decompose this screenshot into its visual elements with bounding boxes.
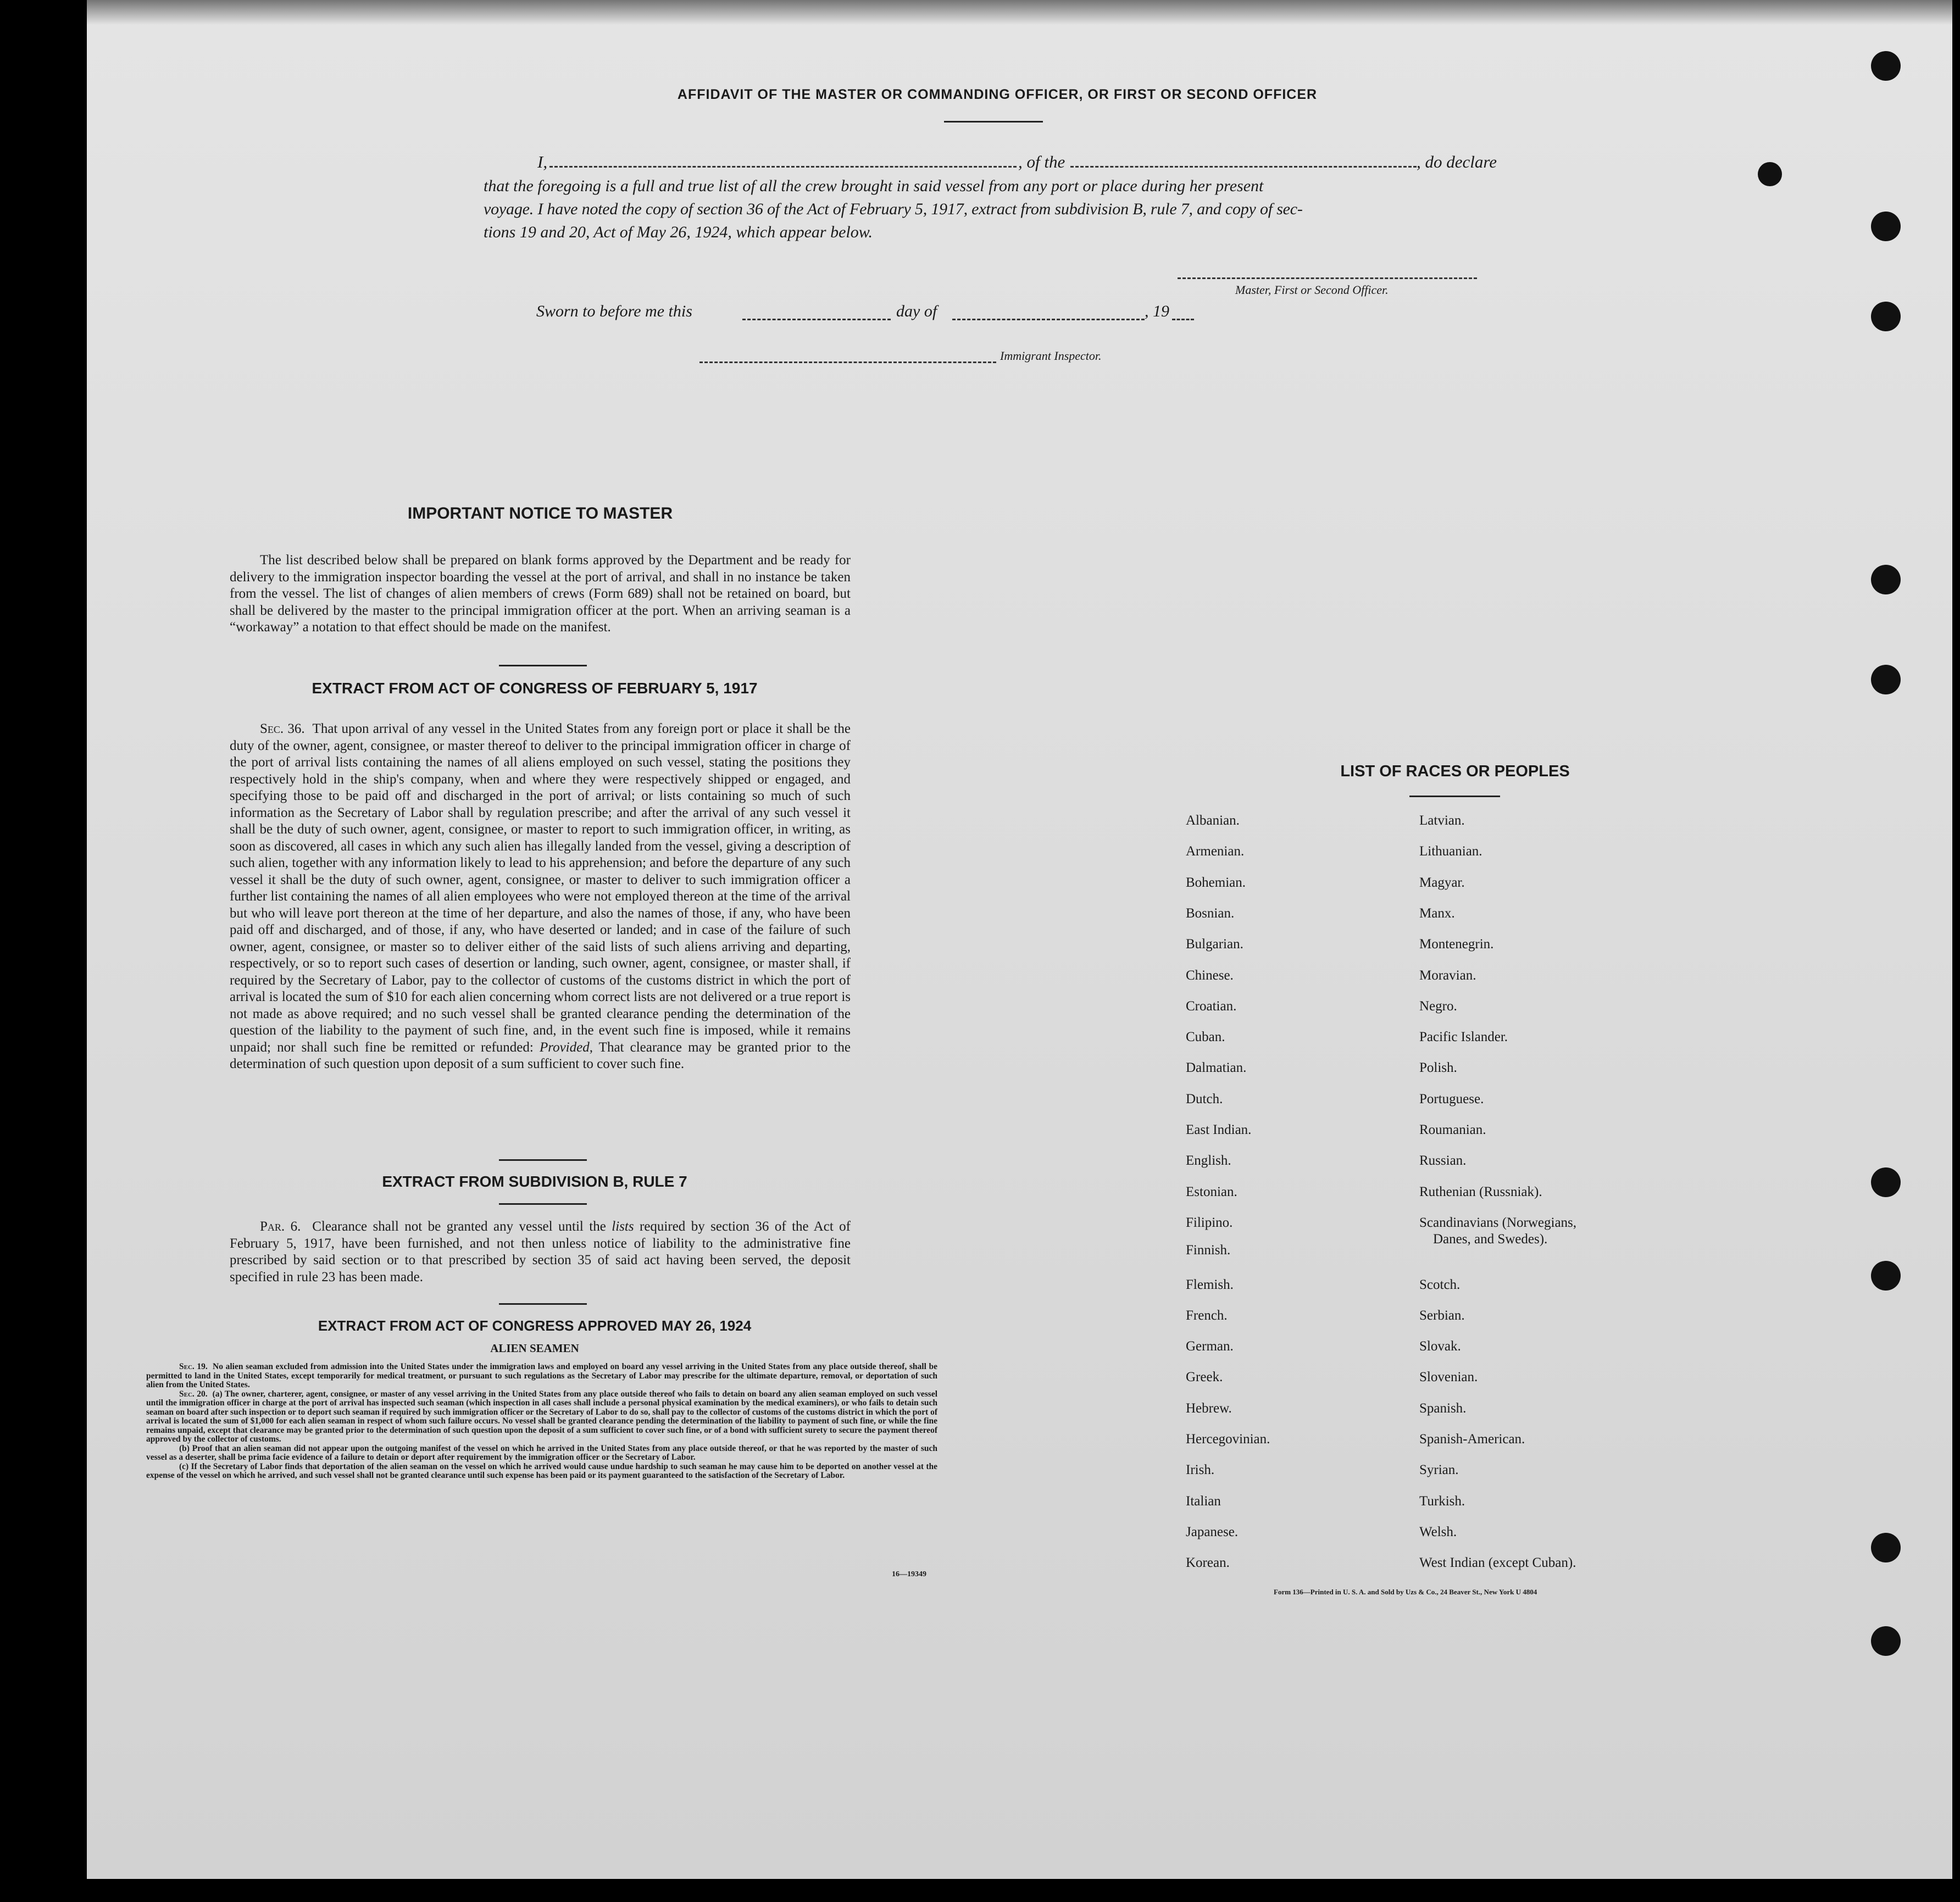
race-item: Polish. [1419,1060,1457,1076]
name-blank [549,166,1017,168]
punch-hole [1758,162,1782,186]
divider [499,1303,587,1305]
race-item: Scotch. [1419,1277,1461,1292]
of-the-label: , of the [1018,152,1065,171]
divider [1409,796,1500,797]
punch-hole [1871,1167,1901,1197]
race-item: East Indian. [1186,1122,1252,1137]
declaration-line-1: that the foregoing is a full and true list of all the crew brought in said vessel from any port or place during her present [484,177,1264,195]
race-item: Armenian. [1186,844,1245,859]
punch-hole [1871,1261,1901,1291]
punch-hole [1871,302,1901,331]
race-item: Greek. [1186,1370,1223,1385]
race-item: Croatian. [1186,998,1237,1014]
race-item: Irish. [1186,1462,1215,1478]
document-page [87,0,1952,1879]
race-item: Danes, and Swedes). [1433,1231,1548,1247]
race-item: French. [1186,1308,1228,1323]
par-6-text-cont: required by section 36 of the Act of February 5, 1917, have been furnished, and not then unless notice of liability to the administrative fine prescribed by said section or to that prescribed by section 35 of said act having been served, the deposit specified in rule 23 has been made. [230,1219,851,1284]
race-item: Japanese. [1186,1524,1239,1539]
divider [499,665,587,666]
sec-36-label: Sec. 36. [260,721,305,736]
do-declare-label: , do declare [1417,152,1497,171]
race-item: Chinese. [1186,967,1234,983]
divider [944,121,1043,123]
affidavit-title: AFFIDAVIT OF THE MASTER OR COMMANDING OFFICER, OR FIRST OR SECOND OFFICER [677,87,1318,102]
divider [499,1159,587,1161]
race-item: Slovenian. [1419,1370,1478,1385]
day-of-label: day of [896,302,937,320]
declaration-line-3: tions 19 and 20, Act of May 26, 1924, which appear below. [484,223,873,241]
par-6-text: Clearance shall not be granted any vessel until the [312,1219,606,1234]
sworn-label: Sworn to before me this [536,302,692,320]
sec-19-text: No alien seaman excluded from admission into the United States under the immigration laws and employed on board any vessel arriving in the United States from any place outside thereof, shall be permitted to land in the United States, except temporarily for medical treatment, or pursuant to such regulations as the Secretary of Labor may prescribe for the ultimate departure, removal, or deportation of such alien from the United States. [146,1362,937,1389]
vessel-blank [1070,166,1417,168]
inspector-signature-line [699,362,996,363]
race-item: Estonian. [1186,1184,1237,1199]
race-item: Turkish. [1419,1493,1465,1509]
race-item: Slovak. [1419,1339,1461,1354]
race-item: Dutch. [1186,1091,1223,1106]
race-item: Ruthenian (Russniak). [1419,1184,1542,1199]
race-item: Bulgarian. [1186,937,1243,952]
year-label: , 19 [1145,302,1169,320]
month-blank [952,319,1145,320]
extract-1924-title: EXTRACT FROM ACT OF CONGRESS APPROVED MAY 26, 1924 [318,1317,752,1334]
race-item: Albanian. [1186,813,1240,828]
race-item: Cuban. [1186,1030,1225,1045]
race-item: Filipino. [1186,1215,1233,1230]
race-item: Finnish. [1186,1243,1231,1258]
day-blank [742,319,891,320]
race-item: German. [1186,1339,1234,1354]
extract-1924-body [146,1362,937,1481]
lists-word: lists [612,1219,634,1234]
race-item: Moravian. [1419,967,1476,983]
race-item: Serbian. [1419,1308,1465,1323]
rule-7-title: EXTRACT FROM SUBDIVISION B, RULE 7 [382,1173,687,1190]
declaration-line-2: voyage. I have noted the copy of section 36 of the Act of February 5, 1917, extract from subdivision B, rule 7, and copy of sec- [484,200,1303,218]
year-blank [1172,319,1194,320]
race-item: Welsh. [1419,1524,1457,1539]
race-item: Pacific Islander. [1419,1030,1508,1045]
sec-19-label: Sec. 19. [179,1362,208,1371]
inspector-label: Immigrant Inspector. [1000,349,1102,363]
race-item: Negro. [1419,998,1457,1014]
divider [499,1203,587,1205]
race-item: Roumanian. [1419,1122,1486,1137]
race-item: Dalmatian. [1186,1060,1247,1076]
master-signature-label: Master, First or Second Officer. [1235,283,1389,297]
race-item: Italian [1186,1493,1221,1509]
race-item: Syrian. [1419,1462,1459,1478]
race-item: West Indian (except Cuban). [1419,1555,1576,1571]
race-item: Korean. [1186,1555,1230,1571]
provided-label: Provided, [540,1039,593,1055]
notice-title: IMPORTANT NOTICE TO MASTER [407,504,673,522]
sec-20-label: Sec. 20. [179,1389,208,1399]
race-item: Bohemian. [1186,875,1246,890]
race-item: Spanish. [1419,1400,1467,1416]
extract-1917-title: EXTRACT FROM ACT OF CONGRESS OF FEBRUARY 5, 1917 [312,680,758,697]
sec-20b-text: (b) Proof that an alien seaman did not appear upon the outgoing manifest of the vessel on which he arrived in the United States from any place outside thereof, or that he was reported by the master of such vessel as a deserter, shall be prima facie evidence of a failure to detain or deport after requirement by the immigration officer or the Secretary of Labor. [146,1443,937,1462]
i-label: I, [537,152,548,171]
race-item: Lithuanian. [1419,844,1483,859]
master-signature-line [1178,277,1477,279]
rule-7-body [230,1219,851,1286]
punch-hole [1871,1626,1901,1656]
par-6-label: Par. 6. [260,1219,301,1234]
notice-body [230,552,851,636]
race-item: Magyar. [1419,875,1465,890]
race-item: Spanish-American. [1419,1432,1525,1447]
notice-paragraph: The list described below shall be prepared on blank forms approved by the Department and be ready for delivery to the immigration inspector boarding the vessel at the port of arrival, and shall in no instance be taken from the vessel. The list of changes of alien members of crews (Form 689) shall not be retained on board, but shall be delivered by the master to the principal immigration officer at the port. When an arriving seaman is a “workaway” a notation to that effect should be made on the manifest. [230,553,851,635]
race-item: Manx. [1419,905,1455,921]
races-title: LIST OF RACES OR PEOPLES [1340,763,1570,780]
race-item: Hercegovinian. [1186,1432,1270,1447]
extract-1917-body [230,721,851,1073]
punch-hole [1871,51,1901,81]
race-item: English. [1186,1153,1231,1169]
race-item: Portuguese. [1419,1091,1484,1106]
race-item: Flemish. [1186,1277,1234,1292]
race-item: Scandinavians (Norwegians, [1419,1215,1577,1230]
race-item: Latvian. [1419,813,1465,828]
alien-seamen-subtitle: ALIEN SEAMEN [490,1342,579,1355]
sec-20a-text: (a) The owner, charterer, agent, consignee, or master of any vessel arriving in the United States from any place outside thereof who fails to detain on board any alien seaman employed on such vessel until the immigration officer in charge at the port of arrival has inspected such seaman (which inspection in all cases shall include a personal physical examination by the medical examiners), or who fails to detain such seaman on board after such inspection or to deport such seaman if required by such immigration officer or the Secretary of Labor to do so, shall pay to the collector of customs of the customs district in which the port of arrival is located the sum of $1,000 for each alien seaman in respect of whom such failure occurs. No vessel shall be granted clearance pending the determination of the liability to payment of such fine, or while the fine remains unpaid, except that clearance may be granted prior to the determination of such question upon the deposit of a sum sufficient to cover such fine, or of a bond with sufficient surety to secure the payment thereof approved by the collector of customs. [146,1389,938,1444]
punch-hole [1871,1533,1901,1562]
sec-36-proviso: That clearance may be granted prior to the determination of such question upon deposit of a sum sufficient to cover such fine. [230,1039,851,1071]
race-item: Montenegrin. [1419,937,1494,952]
race-item: Russian. [1419,1153,1467,1169]
form-footer: Form 136—Printed in U. S. A. and Sold by Uzs & Co., 24 Beaver St., New York U 4804 [1274,1588,1537,1596]
punch-hole [1871,565,1901,594]
torn-top-edge [87,0,1952,25]
race-item: Bosnian. [1186,905,1235,921]
race-item: Hebrew. [1186,1400,1232,1416]
sec-36-text: That upon arrival of any vessel in the United States from any foreign port or place it shall be the duty of the owner, agent, consignee, or master thereof to deliver to the principal immigration officer in charge of the port of arrival lists containing the names of all aliens employed on such vessel, stating the positions they respectively hold in the ship's company, when and where they were respectively shipped or engaged, and specifying those to be paid off and discharged in the port of arrival; or lists containing so much of such information as the Secretary of Labor shall by regulation prescribe; and after the arrival of any such vessel it shall be the duty of such owner, agent, consignee, or master to report to such immigration officer, in writing, as soon as discovered, all cases in which any such alien has illegally landed from the vessel, giving a description of such alien, together with any information likely to lead to his apprehension; and before the departure of any such vessel it shall be the duty of such owner, agent, consignee, or master to deliver to such immigration officer a further list containing the names of all alien employees who were not employed thereon at the time of the arrival but who will leave port thereon at the time of her departure, and also the names of those, if any, who have been paid off and discharged, and of those, if any, who have deserted or landed; and in case of the failure of such owner, agent, consignee, or master so to deliver either of the said lists of such aliens arriving and departing, respectively, or so to report such cases of desertion or landing, such owner, agent, consignee, or master shall, if required by the Secretary of Labor, pay to the collector of customs of the customs district in which the port of arrival is located the sum of $10 for each alien concerning whom correct lists are not delivered or a true report is not made as above required; and no such vessel shall be granted clearance pending the determination of the question of the liability to the payment of such fine, and, in the event such fine is imposed, while it remains unpaid; nor shall such fine be remitted or refunded: [230,721,851,1055]
punch-hole [1871,665,1901,694]
print-code: 16—19349 [892,1570,926,1578]
sec-20c-text: (c) If the Secretary of Labor finds that deportation of the alien seaman on the vessel on which he arrived would cause undue hardship to such seaman he may cause him to be deported on another vessel at the expense of the vessel on which he arrived, and such vessel shall not be granted clearance until such expense has been paid or its payment guaranteed to the satisfaction of the Secretary of Labor. [146,1461,937,1480]
punch-hole [1871,212,1901,241]
